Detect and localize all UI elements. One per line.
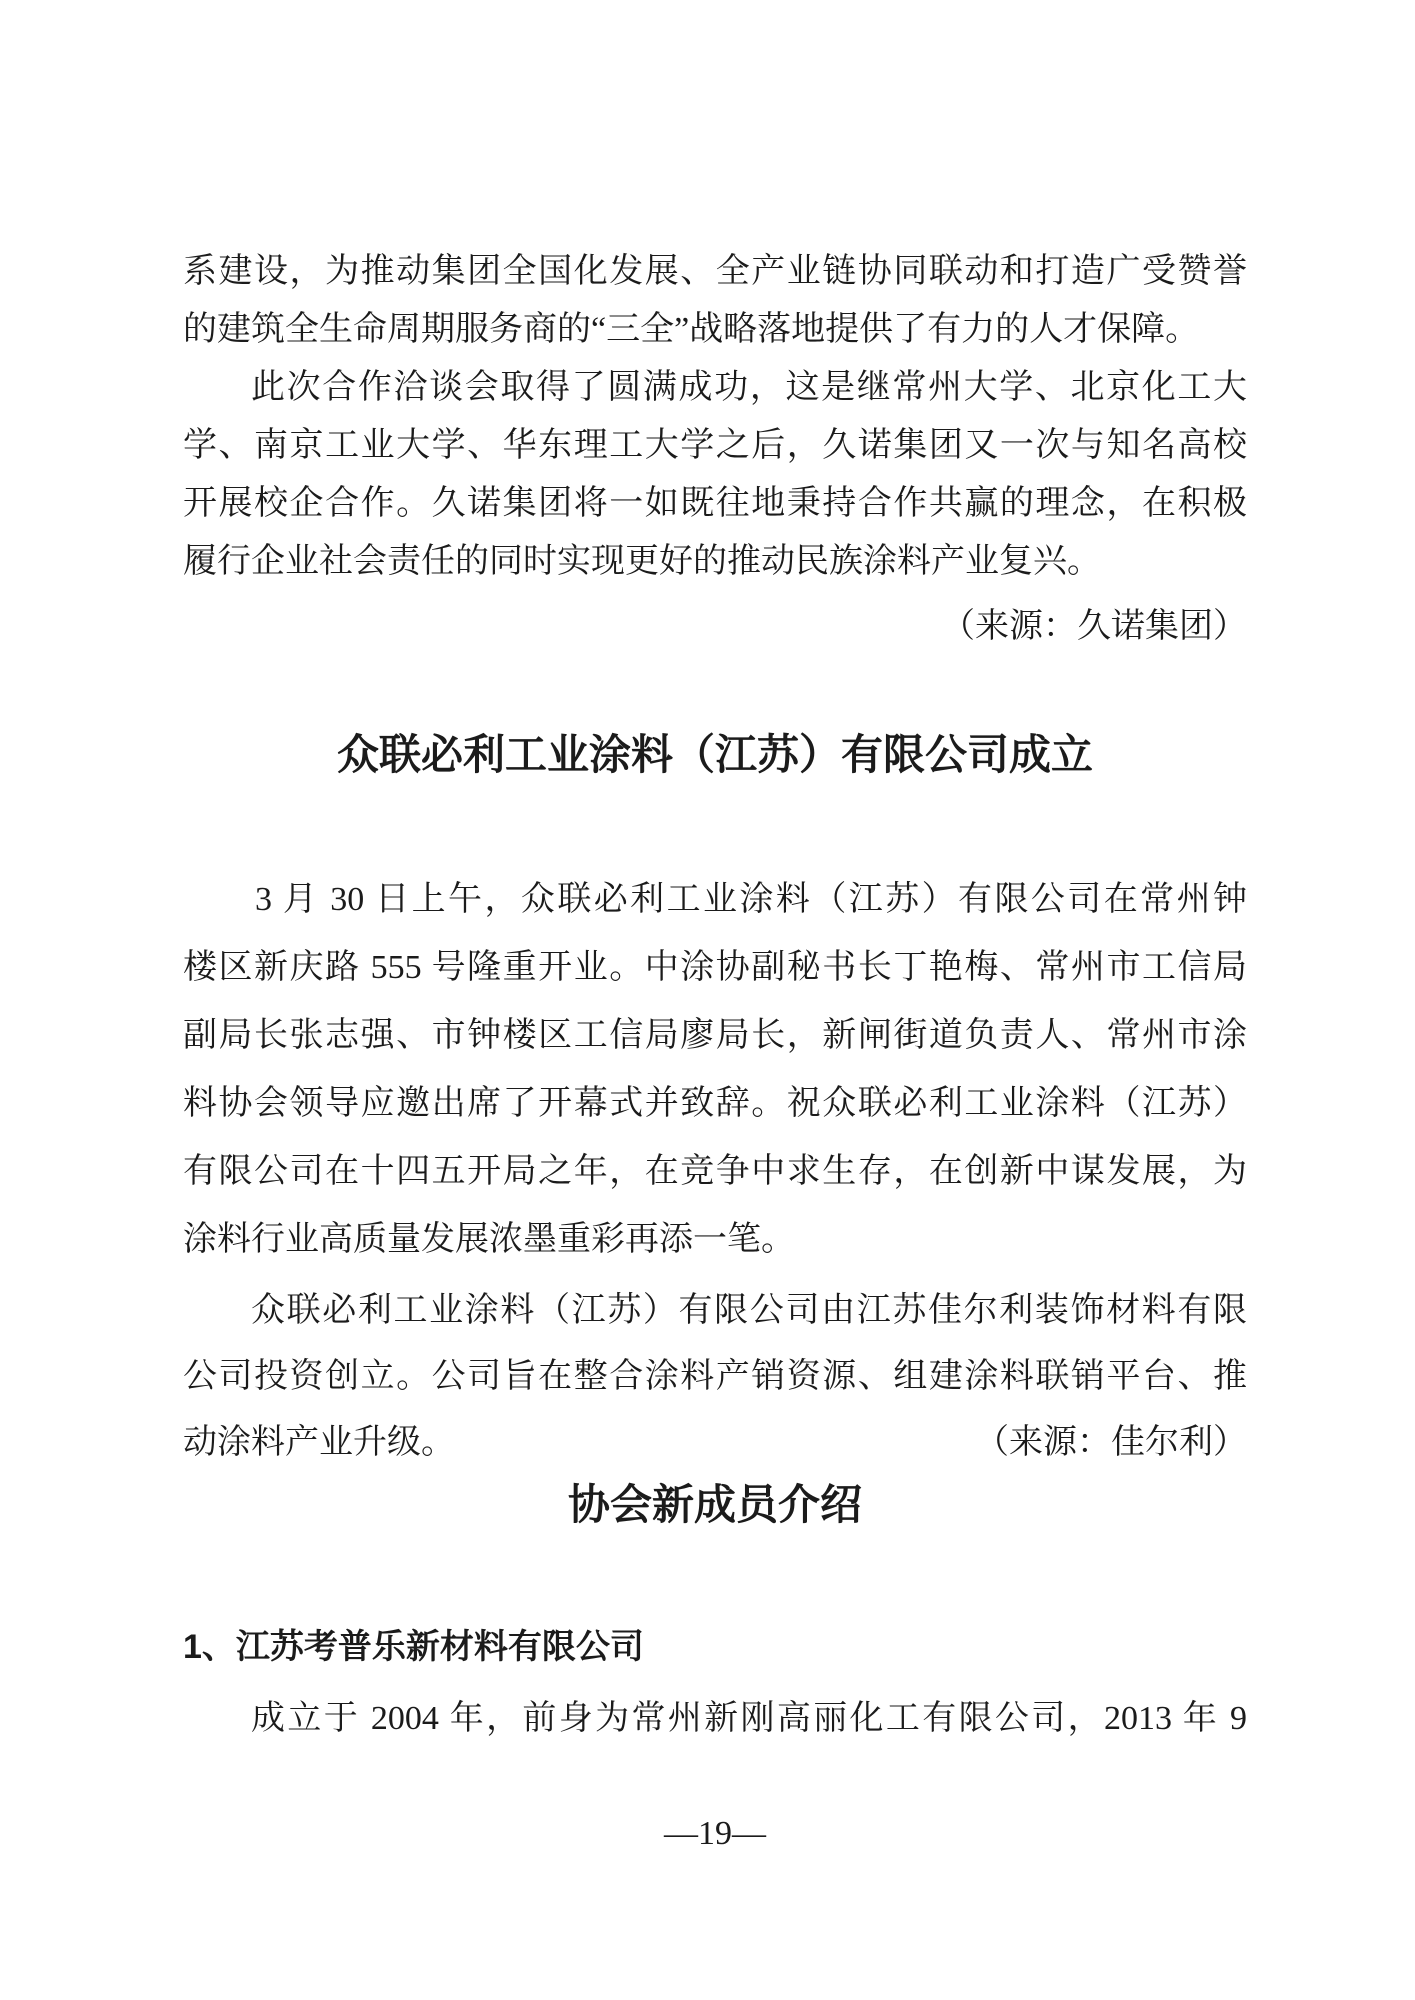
body-line: 学、南京工业大学、华东理工大学之后，久诺集团又一次与知名高校 — [183, 427, 1247, 464]
zhonglian-paragraph-2 — [183, 1278, 1247, 1476]
new-members-section-title: 协会新成员介绍 — [567, 1481, 862, 1528]
body-line: 的建筑全生命周期服务商的“三全”战略落地提供了有力的人才保障。 — [183, 311, 1200, 348]
zhonglian-source: （来源：佳尔利） — [975, 1424, 1247, 1461]
body-line-text: 动涂料产业升级。 — [183, 1424, 455, 1461]
body-line: 系建设，为推动集团全国化发展、全产业链协同联动和打造广受赞誉 — [183, 253, 1247, 290]
body-line: 众联必利工业涂料（江苏）有限公司由江苏佳尔利装饰材料有限 — [251, 1292, 1247, 1329]
zhonglian-article-title: 众联必利工业涂料（江苏）有限公司成立 — [336, 733, 1093, 779]
jiunuo-paragraph-2 — [183, 359, 1247, 591]
jiunuo-paragraph-1 — [183, 243, 1247, 359]
body-line: 履行企业社会责任的同时实现更好的推动民族涂料产业复兴。 — [183, 543, 1101, 580]
new-member-item-1-paragraph — [183, 1690, 1247, 1748]
new-member-item-1-title: 1、江苏考普乐新材料有限公司 — [183, 1628, 644, 1666]
jiunuo-source: （来源：久诺集团） — [941, 608, 1247, 645]
body-line: 公司投资创立。公司旨在整合涂料产销资源、组建涂料联销平台、推 — [183, 1358, 1247, 1395]
body-line: 楼区新庆路 555 号隆重开业。中涂协副秘书长丁艳梅、常州市工信局 — [183, 949, 1247, 986]
body-line: 成立于 2004 年，前身为常州新刚高丽化工有限公司，2013 年 9 — [251, 1700, 1247, 1737]
body-line: 副局长张志强、市钟楼区工信局廖局长，新闸街道负责人、常州市涂 — [183, 1017, 1247, 1054]
body-line: 此次合作洽谈会取得了圆满成功，这是继常州大学、北京化工大 — [251, 369, 1247, 406]
zhonglian-paragraph-1 — [183, 866, 1247, 1274]
body-line: 涂料行业高质量发展浓墨重彩再添一笔。 — [183, 1221, 795, 1258]
page-number: —19— — [664, 1815, 766, 1852]
body-line: 开展校企合作。久诺集团将一如既往地秉持合作共赢的理念，在积极 — [183, 485, 1247, 522]
body-line: 有限公司在十四五开局之年，在竞争中求生存，在创新中谋发展，为 — [183, 1153, 1247, 1190]
body-line: 料协会领导应邀出席了开幕式并致辞。祝众联必利工业涂料（江苏） — [183, 1085, 1247, 1122]
body-line: 3 月 30 日上午，众联必利工业涂料（江苏）有限公司在常州钟 — [255, 881, 1247, 918]
body-line-with-source — [183, 1410, 1247, 1476]
